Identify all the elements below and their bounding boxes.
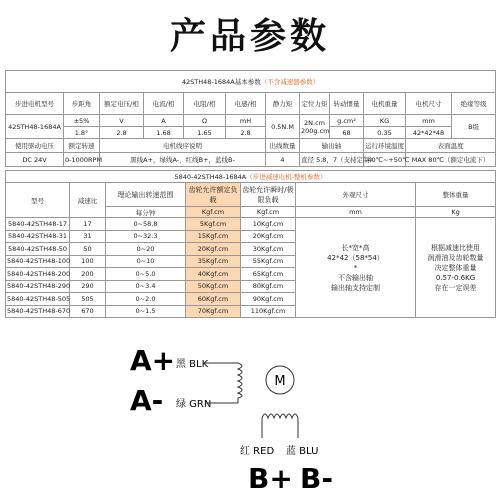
gear-size-line: 长*宽*高 [341, 243, 370, 252]
a-minus-label: A- [130, 384, 164, 417]
gear-cell: 200 [70, 268, 106, 281]
basic-row2-values [6, 153, 496, 167]
basic-row2-label: 使用驱动电压 [6, 139, 64, 153]
basic-header: 电阻/相 [184, 93, 226, 115]
gear-cell: 55Kgf.cm [241, 255, 296, 268]
basic-header: 电感/相 [226, 93, 266, 115]
basic-header: 定位力矩 [300, 93, 330, 115]
gear-header: 齿轮允许瞬时/极限负载 [241, 183, 296, 207]
gear-unit: Kgf.cm [186, 207, 241, 218]
gear-cell: 5Kgf.cm [186, 218, 241, 231]
basic-row2-labels [6, 139, 496, 153]
gear-cell: 0~2.0 [106, 293, 186, 306]
basic-unit: V [100, 115, 144, 127]
basic-row2-label: 运行环境温度 [364, 139, 406, 153]
gear-header: 外观尺寸 [296, 183, 416, 207]
gear-cell: 0~1.5 [106, 305, 186, 318]
gear-cell: 31 [70, 230, 106, 243]
basic-value: 1.8° [64, 127, 100, 139]
basic-row2-value: DC 24V [6, 153, 64, 167]
basic-header: 静力矩 [266, 93, 300, 115]
gear-weight-line: 存在一定误差 [434, 283, 477, 292]
gear-cell: 50Kgf.cm [186, 280, 241, 293]
gear-size-cell [296, 218, 416, 318]
basic-row2-value: MAX 80℃（额定电流下） [406, 153, 496, 167]
black-wire-label: 黑 BLK [176, 359, 209, 370]
gear-heading: 5840-42STH48-1684A（步进减速电机-整机参数） [6, 171, 496, 183]
basic-heading: 42STH48-1684A基本参数（不含减速器参数） [6, 71, 496, 93]
gear-unit: Kgf.cm [241, 207, 296, 218]
basic-row2-label: 电机线序说明 [100, 139, 266, 153]
basic-value: 0.5N.M [266, 115, 300, 139]
b-minus-label: B- [300, 462, 333, 495]
gear-weight-line: 决定整体重量 [434, 263, 477, 272]
basic-header: 转动惯量 [330, 93, 364, 115]
gear-weight-cell [416, 218, 496, 318]
gear-weight-line: 润滑油及齿轮数量 [427, 253, 484, 262]
basic-unit: mH [226, 115, 266, 127]
gear-unit: 每分钟 [106, 207, 186, 218]
gear-cell: 70Kgf.cm [186, 305, 241, 318]
basic-value: B级 [452, 115, 496, 139]
b-plus-label: B+ [248, 462, 293, 495]
gear-row [6, 218, 496, 231]
basic-value: 2.8 [226, 127, 266, 139]
gear-cell: 5840-42STH48-31 [6, 230, 70, 243]
basic-unit: ±5% [64, 115, 100, 127]
gear-cell: 0~3.4 [106, 280, 186, 293]
gear-cell: 80Kgf.cm [241, 280, 296, 293]
basic-value: 0.35 [364, 127, 406, 139]
gear-cell: 15Kgf.cm [186, 230, 241, 243]
gear-cell: 110Kgf.cm [241, 305, 296, 318]
gear-cell: 670 [70, 305, 106, 318]
basic-header: 电机尺寸 [406, 93, 452, 115]
gear-cell: 5840-42STH48-17 [6, 218, 70, 231]
basic-row2-label: 表面温度 [406, 139, 496, 153]
basic-row2-value: 4 [266, 153, 300, 167]
basic-header-row [6, 93, 496, 115]
gear-cell: 0~5.0 [106, 268, 186, 281]
green-wire-label: 绿 GRN [176, 399, 212, 410]
coil-b-icon [262, 414, 298, 418]
gear-params-table [5, 170, 496, 318]
gear-cell: 35Kgf.cm [186, 255, 241, 268]
gear-cell: 90Kgf.cm [241, 293, 296, 306]
gear-cell: 60Kgf.cm [186, 293, 241, 306]
gear-cell: 5840-42STH48-200 [6, 268, 70, 281]
basic-value-row [6, 127, 496, 139]
gear-cell: 5840-42STH48-670 [6, 305, 70, 318]
gear-cell: 40Kgf.cm [186, 268, 241, 281]
gear-size-line: * [353, 263, 358, 272]
gear-cell: 100 [70, 255, 106, 268]
basic-value: 2.8 [100, 127, 144, 139]
basic-value: 42*42*48 [406, 127, 452, 139]
basic-unit: A [144, 115, 184, 127]
gear-header-row [6, 183, 496, 207]
gear-weight-line: 根据减速比使用 [431, 243, 480, 252]
basic-header: 电机重量 [364, 93, 406, 115]
basic-row2-value: 黑线A+，绿线A-，红线B+，蓝线B- [100, 153, 266, 167]
gear-unit: mm [296, 207, 416, 218]
gear-cell: 5840-42STH48-290 [6, 280, 70, 293]
gear-cell: 17 [70, 218, 106, 231]
gear-cell: 5840-42STH48-505 [6, 293, 70, 306]
gear-cell: 0~20 [106, 243, 186, 256]
basic-value: 68 [330, 127, 364, 139]
basic-unit: KG [364, 115, 406, 127]
basic-header: 电流/相 [144, 93, 184, 115]
basic-header: 额定电压/相 [100, 93, 144, 115]
a-plus-label: A+ [130, 344, 176, 377]
wiring-diagram [0, 330, 500, 500]
gear-cell: 20Kgf.cm [241, 230, 296, 243]
page-title: 产品参数 [169, 16, 330, 57]
basic-header: 步距角 [64, 93, 100, 115]
gear-cell: 505 [70, 293, 106, 306]
basic-row2-value: 直径 5.8，7（支持定制） [300, 153, 364, 167]
gear-header: 型号 [6, 183, 70, 218]
gear-cell: 30Kgf.cm [241, 243, 296, 256]
gear-weight-line: 0.57-0.6KG [435, 273, 476, 282]
motor-label: M [274, 374, 286, 389]
basic-value: 1.65 [184, 127, 226, 139]
gear-size-line: 42*42（58*54） [327, 253, 384, 262]
gear-header: 齿轮允许额定负载 [186, 183, 241, 207]
basic-row2-label: 额定转速 [64, 139, 100, 153]
basic-params-table [5, 70, 496, 167]
gear-cell: 10Kgf.cm [241, 218, 296, 231]
gear-unit: Kg [416, 207, 496, 218]
gear-cell: 5840-42STH48-100 [6, 255, 70, 268]
basic-header: 绝缘等级 [452, 93, 496, 115]
basic-value: 1.68 [144, 127, 184, 139]
gear-cell: 0~10 [106, 255, 186, 268]
gear-cell: 20Kgf.cm [186, 243, 241, 256]
gear-size-line: 输出轴支持定制 [331, 283, 380, 292]
gear-cell: 50 [70, 243, 106, 256]
red-wire-label: 红 RED [240, 446, 275, 457]
basic-unit-row [6, 115, 496, 127]
gear-header: 理论输出转速范围 [106, 183, 186, 207]
basic-value: 42STH48-1684A [6, 115, 64, 139]
basic-row2-label: 出线数量 [266, 139, 300, 153]
basic-value: 2N.cm 200g.cm [300, 115, 330, 139]
gear-cell: 290 [70, 280, 106, 293]
basic-row2-value: 0-1000RPM [64, 153, 100, 167]
basic-unit: Ω [184, 115, 226, 127]
gear-cell: 0~32.3 [106, 230, 186, 243]
gear-cell: 5840-42STH48-50 [6, 243, 70, 256]
basic-unit: g.cm² [330, 115, 364, 127]
basic-row2-value: -40℃~+50℃ [364, 153, 406, 167]
basic-row2-label: 输出轴 [300, 139, 364, 153]
basic-unit: mm [406, 115, 452, 127]
basic-header: 步进电机型号 [6, 93, 64, 115]
gear-cell: 65Kgf.cm [241, 268, 296, 281]
coil-a-icon [238, 363, 242, 403]
gear-size-line: 不含输出轴 [338, 273, 373, 282]
gear-header: 减速比 [70, 183, 106, 218]
blue-wire-label: 蓝 BLU [286, 446, 319, 457]
gear-header: 整体重量 [416, 183, 496, 207]
gear-cell: 0~58.8 [106, 218, 186, 231]
